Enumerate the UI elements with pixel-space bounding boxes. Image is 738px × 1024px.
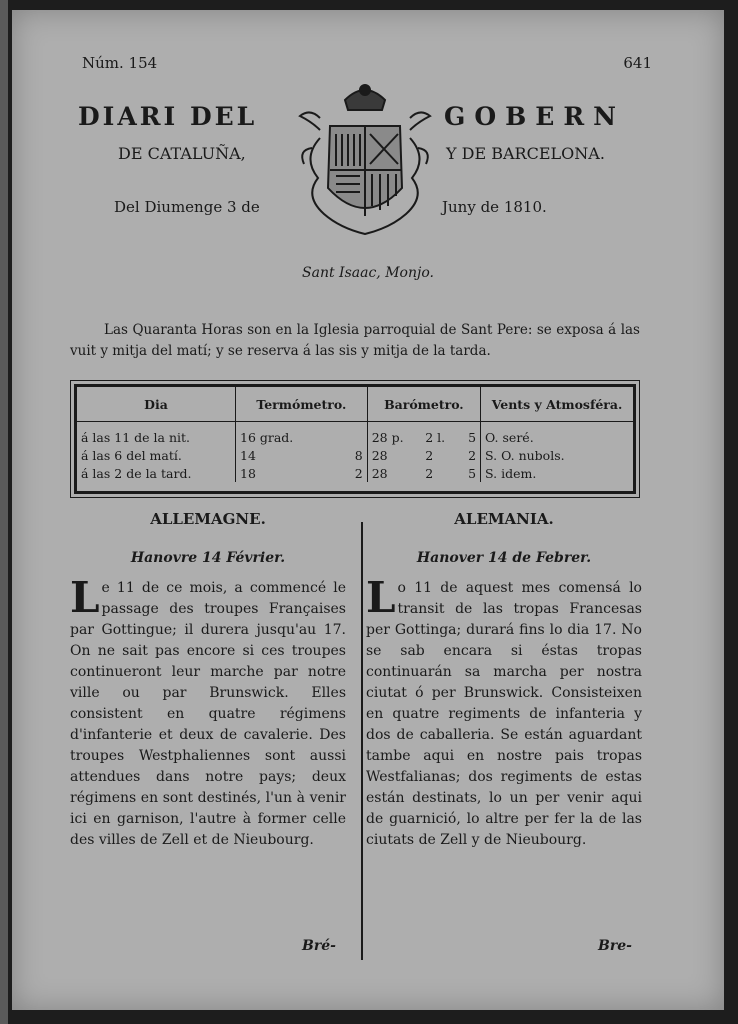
- date-left: Del Diumenge 3 de: [114, 198, 260, 216]
- header-day: Dia: [77, 387, 236, 422]
- title-right: GOBERN: [444, 102, 625, 131]
- cell-thermo: 14: [240, 447, 256, 463]
- cell-baro-c: 2: [459, 446, 481, 464]
- column-french: [70, 510, 346, 851]
- weather-table: [74, 384, 636, 494]
- article-french: [70, 573, 346, 851]
- subtitle-right: Y DE BARCELONA.: [446, 144, 605, 163]
- cell-baro-b: 2 l.: [425, 429, 446, 445]
- cell-wind: S. idem.: [485, 465, 537, 481]
- newspaper-page: [12, 10, 724, 1010]
- heading-allemagne: ALLEMAGNE.: [150, 510, 266, 528]
- article-catalan: [366, 573, 642, 851]
- table-row: [77, 422, 633, 447]
- intro-paragraph: Las Quaranta Horas son en la Iglesia parroquial de Sant Pere: se exposa á las vuit y mitja del matí; y se reserva á las sis y mitja de la tarda.: [70, 321, 640, 359]
- heading-alemania: ALEMANIA.: [454, 510, 554, 528]
- dropcap: L: [70, 573, 100, 622]
- cell-thermo-b: 8: [340, 446, 368, 464]
- cell-baro-a: 28 p.: [371, 429, 404, 445]
- cell-time: á las 11 de la nit.: [77, 422, 236, 447]
- table-row: [77, 464, 633, 482]
- header-barometer: Barómetro.: [367, 387, 480, 422]
- cell-thermo-b: 2: [340, 464, 368, 482]
- cell-thermo: 16 grad.: [240, 429, 294, 445]
- cell-baro-a: 28: [371, 465, 388, 481]
- cell-time: á las 2 de la tard.: [77, 464, 236, 482]
- cell-wind: S. O. nubols.: [485, 447, 565, 463]
- header-thermometer: Termómetro.: [236, 387, 368, 422]
- cell-baro-c: 5: [459, 422, 481, 447]
- column-catalan: [366, 510, 642, 851]
- column-divider: [361, 522, 363, 960]
- issue-number: Núm. 154: [82, 54, 158, 72]
- date-right: Juny de 1810.: [442, 198, 547, 216]
- saint-of-the-day: Sant Isaac, Monjo.: [302, 265, 434, 281]
- article-catalan-body: o 11 de aquest mes comensá lo transit de las tropas Francesas per Gottinga; durará fins lo dia 17. No se sab encara si éstas tropas continuarán sa marcha per nostra ciutat ó per Brunswick. Consisteixen en quatre regiments de infanteria y dos de caballeria. Se están aguardant tambe aqui en nostre pais tropas Westfalianas; dos regiments de estas están destinats, lo un per venir aqui de guarnició, lo altre per fer la de las ciutats de Zell y de Nieubourg.: [366, 580, 642, 848]
- catchword-right: Bre-: [598, 938, 632, 954]
- cell-thermo: 18: [240, 465, 256, 481]
- cell-thermo-b: [340, 422, 368, 447]
- table-row: [77, 446, 633, 464]
- dateline-french: Hanovre 14 Février.: [130, 550, 286, 566]
- cell-baro-b: 2: [425, 465, 434, 481]
- cell-baro-a: 28: [371, 447, 388, 463]
- cell-baro-c: 5: [459, 464, 481, 482]
- cell-time: á las 6 del matí.: [77, 446, 236, 464]
- title-left: DIARI DEL: [78, 102, 258, 131]
- article-french-body: e 11 de ce mois, a commencé le passage des troupes Françaises par Gottingue; il durera jusqu'au 17. On ne sait pas encore si ces troupes continueront leur marche par notre ville ou par Brunswick. Elles consistent en quatre régimens d'infanterie et deux de cavalerie. Des troupes Westphaliennes sont aussi attendues dans notre pays; deux régimens en sont destinés, l'un à venir ici en garnison, l'autre à former celle des villes de Zell et de Nieubourg.: [70, 580, 346, 848]
- catchword-left: Bré-: [302, 938, 336, 954]
- coat-of-arms-icon: [290, 78, 440, 248]
- cell-baro-b: 2: [425, 447, 434, 463]
- header-winds: Vents y Atmosféra.: [481, 387, 633, 422]
- dropcap: L: [366, 573, 396, 622]
- cell-wind: O. seré.: [485, 429, 534, 445]
- page-number: 641: [623, 54, 652, 72]
- dateline-catalan: Hanover 14 de Febrer.: [416, 550, 592, 566]
- subtitle-left: DE CATALUÑA,: [118, 144, 246, 163]
- page-gutter: [0, 0, 8, 1024]
